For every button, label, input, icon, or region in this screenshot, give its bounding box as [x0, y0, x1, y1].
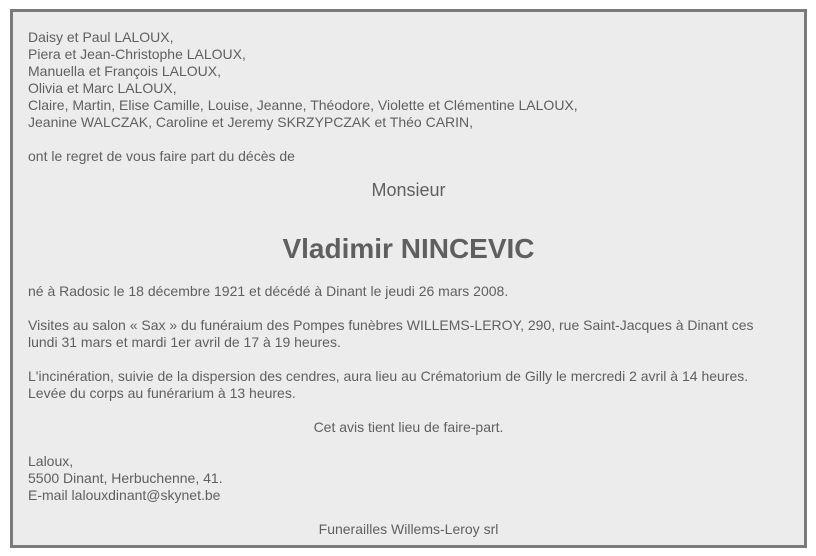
notice-content [28, 29, 789, 538]
address-line: 5500 Dinant, Herbuchenne, 41. [28, 470, 223, 486]
death-notice-card [10, 9, 807, 548]
family-line: Piera et Jean-Christophe LALOUX, [28, 46, 246, 62]
family-line: Jeanine WALCZAK, Caroline et Jeremy SKRZYPCZAK et Théo CARIN, [28, 114, 474, 130]
funeral-home-footer: Funerailles Willems-Leroy srl [318, 521, 499, 537]
visits-line: Visites au salon « Sax » du funéraium des Pompes funèbres WILLEMS-LEROY, 290, rue Saint-Jacques à Dinant ces [28, 317, 754, 333]
birth-death-text: né à Radosic le 18 décembre 1921 et décédé à Dinant le jeudi 26 mars 2008. [28, 283, 509, 299]
cremation-line: Levée du corps au funérarium à 13 heures. [28, 385, 296, 401]
family-line: Daisy et Paul LALOUX, [28, 29, 174, 45]
family-line: Claire, Martin, Elise Camille, Louise, Jeanne, Théodore, Violette et Clémentine LALOUX, [28, 97, 578, 113]
address-line: Laloux, [28, 453, 74, 469]
email-line: E-mail lalouxdinant@skynet.be [28, 487, 221, 503]
family-line: Olivia et Marc LALOUX, [28, 80, 177, 96]
deceased-name: Vladimir NINCEVIC [282, 233, 535, 264]
visits-line: lundi 31 mars et mardi 1er avril de 17 à 19 heures. [28, 334, 341, 350]
cremation-line: L'incinération, suivie de la dispersion des cendres, aura lieu au Crématorium de Gilly le mercredi 2 avril à 14 heures. [28, 368, 749, 384]
honorific-title: Monsieur [371, 180, 446, 200]
family-line: Manuella et François LALOUX, [28, 63, 221, 79]
notice-statement: Cet avis tient lieu de faire-part. [313, 419, 504, 435]
intro-text: ont le regret de vous faire part du décès de [28, 148, 295, 164]
